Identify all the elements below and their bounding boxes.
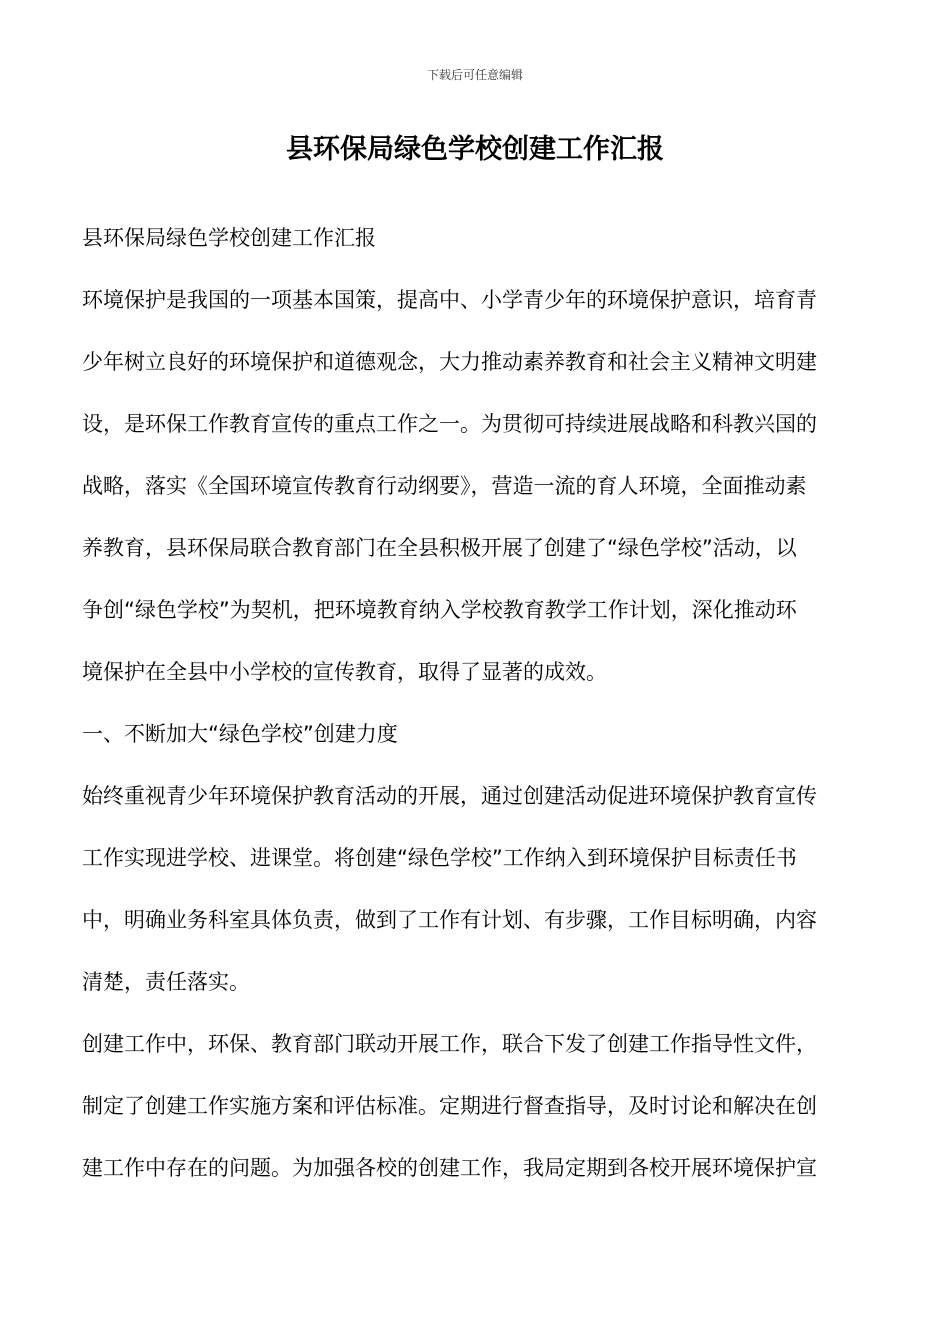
section-heading: 一、不断加大“绿色学校”创建力度: [82, 722, 398, 746]
paragraph-line: 争创“绿色学校”为契机，把环境教育纳入学校教育教学工作计划，深化推动环: [82, 598, 797, 622]
paragraph-line: 少年树立良好的环境保护和道德观念，大力推动素养教育和社会主义精神文明建: [82, 350, 817, 374]
paragraph-line: 制定了创建工作实施方案和评估标准。定期进行督查指导，及时讨论和解决在创: [82, 1094, 817, 1118]
paragraph-line: 养教育，县环保局联合教育部门在全县积极开展了创建了“绿色学校”活动，以: [82, 536, 797, 560]
paragraph-line: 始终重视青少年环境保护教育活动的开展，通过创建活动促进环境保护教育宣传: [82, 784, 817, 808]
paragraph-line: 境保护在全县中小学校的宣传教育，取得了显著的成效。: [82, 660, 607, 684]
paragraph-line: 中，明确业务科室具体负责，做到了工作有计划、有步骤，工作目标明确，内容: [82, 908, 817, 932]
header-note: 下载后可任意编辑: [426, 68, 523, 82]
paragraph-line: 设，是环保工作教育宣传的重点工作之一。为贯彻可持续进展战略和科教兴国的: [82, 412, 817, 436]
document-body: [82, 218, 868, 1210]
document-title: 县环保局绿色学校创建工作汇报: [286, 134, 664, 165]
paragraph-line: 战略，落实《全国环境宣传教育行动纲要》，营造一流的育人环境，全面推动素: [82, 474, 807, 498]
paragraph-line: 环境保护是我国的一项基本国策，提高中、小学青少年的环境保护意识，培育青: [82, 288, 817, 312]
paragraph-line: 清楚，责任落实。: [82, 970, 250, 994]
paragraph-line: 工作实现进学校、进课堂。将创建“绿色学校”工作纳入到环境保护目标责任书: [82, 846, 797, 870]
paragraph-line: 建工作中存在的问题。为加强各校的创建工作，我局定期到各校开展环境保护宣: [82, 1156, 817, 1180]
subtitle-line: 县环保局绿色学校创建工作汇报: [82, 226, 376, 250]
paragraph-line: 创建工作中，环保、教育部门联动开展工作，联合下发了创建工作指导性文件，: [82, 1032, 817, 1056]
